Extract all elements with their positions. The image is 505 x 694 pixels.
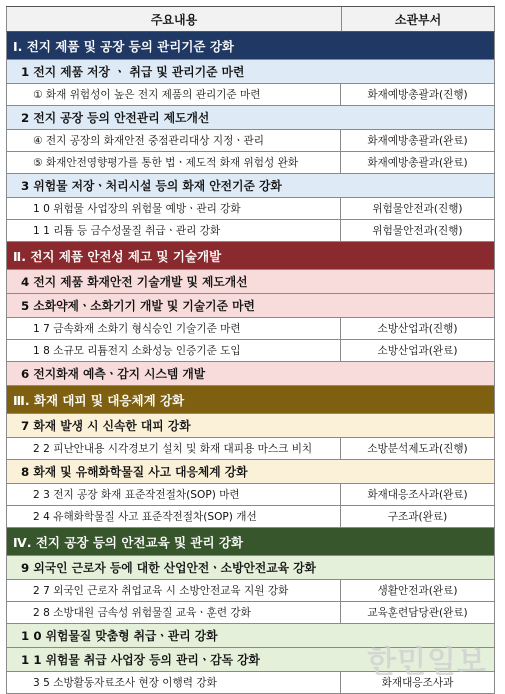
task-text: ④ 전지 공장의 화재안전 중점관리대상 지정ㆍ관리 — [7, 130, 341, 151]
section-row: Ⅳ. 전지 공장 등의 안전교육 및 관리 강화 — [6, 528, 495, 556]
table-row — [6, 438, 495, 460]
task-text: 1 0 위험물 사업장의 위험물 예방ㆍ관리 강화 — [7, 198, 341, 219]
subsection-row: 2 전지 공장 등의 안전관리 제도개선 — [6, 106, 495, 130]
department-cell: 소방분석제도과(진행) — [367, 443, 468, 455]
task-text: 1 1 리튬 등 금수성물질 취급ㆍ관리 강화 — [7, 220, 341, 241]
task-text: ① 화재 위험성이 높은 전지 제품의 관리기준 마련 — [7, 84, 341, 105]
header-content: 주요내용 — [7, 7, 342, 31]
task-text: 2 2 피난안내용 시각경보기 설치 및 화재 대피용 마스크 비치 — [7, 438, 341, 459]
section-row: Ⅱ. 전지 제품 안전성 제고 및 기술개발 — [6, 242, 495, 270]
department-cell: 소방산업과(완료) — [377, 345, 458, 357]
department-cell: 화재예방총괄과(진행) — [367, 89, 468, 101]
subsection-row: 5 소화약제ㆍ소화기기 개발 및 기술기준 마련 — [6, 294, 495, 318]
policy-table — [6, 6, 495, 694]
department-cell: 구조과(완료) — [387, 511, 448, 523]
table-row — [6, 506, 495, 528]
table-row — [6, 340, 495, 362]
task-text: 2 3 전지 공장 화재 표준작전절차(SOP) 마련 — [7, 484, 341, 505]
table-row — [6, 220, 495, 242]
section-row: Ⅲ. 화재 대피 및 대응체계 강화 — [6, 386, 495, 414]
department-cell: 위험물안전과(진행) — [372, 203, 463, 215]
task-text: 1 7 금속화재 소화기 형식승인 기술기준 마련 — [7, 318, 341, 339]
department-cell: 생활안전과(완료) — [377, 585, 458, 597]
subsection-row: 1 전지 제품 저장 ㆍ 취급 및 관리기준 마련 — [6, 60, 495, 84]
task-text: 1 8 소규모 리튬전지 소화성능 인증기준 도입 — [7, 340, 341, 361]
subsection-row: 7 화재 발생 시 신속한 대피 강화 — [6, 414, 495, 438]
task-text: 2 4 유해화학물질 사고 표준작전절차(SOP) 개선 — [7, 506, 341, 527]
task-text: 2 8 소방대원 금속성 위험물질 교육ㆍ훈련 강화 — [7, 602, 341, 623]
department-cell: 화재예방총괄과(완료) — [367, 157, 468, 169]
subsection-row: 6 전지화재 예측ㆍ감지 시스템 개발 — [6, 362, 495, 386]
department-cell: 화재대응조사과 — [381, 677, 454, 689]
task-text: 2 7 외국인 근로자 취업교육 시 소방안전교육 지원 강화 — [7, 580, 341, 601]
task-text: 3 5 소방활동자료조사 현장 이행력 강화 — [7, 672, 341, 693]
table-row — [6, 602, 495, 624]
section-row: Ⅰ. 전지 제품 및 공장 등의 관리기준 강화 — [6, 32, 495, 60]
department-cell: 위험물안전과(진행) — [372, 225, 463, 237]
table-body — [6, 32, 495, 694]
table-row — [6, 318, 495, 340]
table-row — [6, 84, 495, 106]
table-row — [6, 152, 495, 174]
table-row — [6, 484, 495, 506]
subsection-row: 4 전지 제품 화재안전 기술개발 및 제도개선 — [6, 270, 495, 294]
subsection-row: 9 외국인 근로자 등에 대한 산업안전ㆍ소방안전교육 강화 — [6, 556, 495, 580]
subsection-row: 3 위험물 저장ㆍ처리시설 등의 화재 안전기준 강화 — [6, 174, 495, 198]
department-cell: 화재대응조사과(완료) — [367, 489, 468, 501]
table-header — [6, 7, 495, 32]
table-row — [6, 198, 495, 220]
table-row — [6, 130, 495, 152]
task-text: ⑤ 화재안전영향평가를 통한 법ㆍ제도적 화재 위험성 완화 — [7, 152, 341, 173]
subsection-row: 1 0 위험물질 맞춤형 취급ㆍ관리 강화 — [6, 624, 495, 648]
subsection-row: 1 1 위험물 취급 사업장 등의 관리ㆍ감독 강화 — [6, 648, 495, 672]
newspaper-watermark: 한민일보 — [367, 645, 487, 680]
subsection-row: 8 화재 및 유해화학물질 사고 대응체계 강화 — [6, 460, 495, 484]
department-cell: 소방산업과(진행) — [377, 323, 458, 335]
department-cell: 교육훈련담당관(완료) — [367, 607, 468, 619]
header-department: 소관부서 — [394, 12, 442, 27]
table-row — [6, 580, 495, 602]
department-cell: 화재예방총괄과(완료) — [367, 135, 468, 147]
table-row — [6, 672, 495, 694]
